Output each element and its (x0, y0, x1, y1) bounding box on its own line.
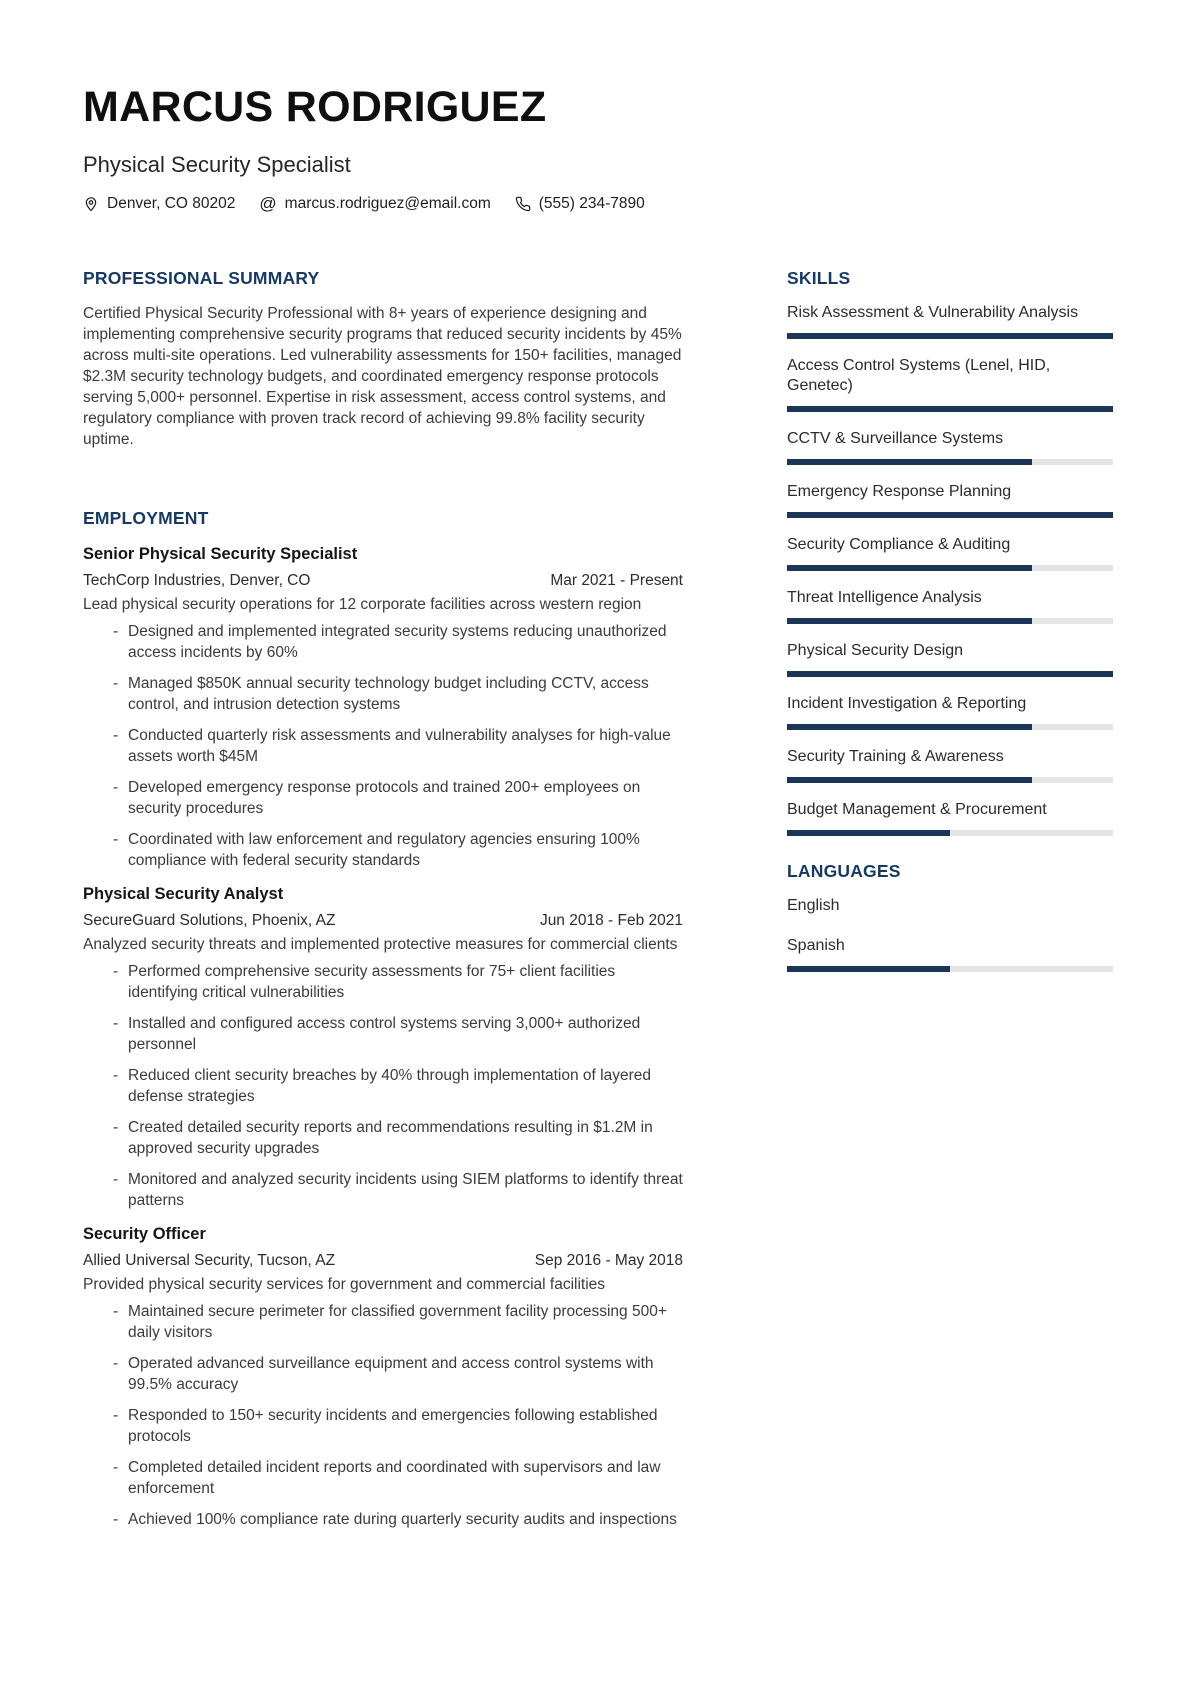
job-bullet (83, 829, 683, 871)
bullet-text: Operated advanced surveillance equipment and access control systems with 99.5% accuracy (128, 1355, 654, 1393)
job-bullet (83, 1013, 683, 1055)
job-summary: Provided physical security services for government and commercial facilities (83, 1276, 606, 1293)
main-column (83, 268, 683, 1540)
job-entry (83, 543, 683, 871)
languages-heading: LANGUAGES (787, 861, 901, 881)
job-bullet (83, 1301, 683, 1343)
job-dates: Mar 2021 - Present (550, 572, 683, 589)
summary-text: Certified Physical Security Professional with 8+ years of experience designing and implementing comprehensive security programs that reduced security incidents by 45% across multi-site operations. Led vulnerability assessments for 150+ facilities, managed $2.3M security technology budgets, and coordinated emergency response protocols serving 5,000+ personnel. Expertise in risk assessment, access control systems, and regulatory compliance with proven track record of achieving 99.8% facility security uptime. (83, 305, 682, 448)
job-bullet (83, 961, 683, 1003)
skill-item-bar (787, 406, 1113, 412)
skill-item (787, 303, 1113, 339)
languages-section (787, 861, 1113, 972)
skill-item-bar-fill (787, 459, 1032, 465)
summary-heading: PROFESSIONAL SUMMARY (83, 268, 320, 288)
job-bullets (83, 1301, 683, 1530)
column-gap (683, 268, 787, 1540)
skill-item-label: Threat Intelligence Analysis (787, 589, 982, 606)
skill-item-bar-fill (787, 777, 1032, 783)
skill-item-bar-fill (787, 724, 1032, 730)
job-company: SecureGuard Solutions, Phoenix, AZ (83, 912, 336, 929)
job-bullet (83, 1353, 683, 1395)
skill-item-bar-fill (787, 406, 1113, 412)
job-bullet (83, 777, 683, 819)
bullet-dash: - (113, 1459, 119, 1476)
skill-item (787, 535, 1113, 571)
skill-item (787, 588, 1113, 624)
bullet-text: Reduced client security breaches by 40% through implementation of layered defense strategies (128, 1067, 651, 1105)
job-meta-row (83, 910, 683, 931)
skill-item-bar (787, 512, 1113, 518)
job-entry (83, 883, 683, 1211)
bullet-text: Managed $850K annual security technology budget including CCTV, access control, and intrusion detection systems (128, 675, 649, 713)
bullet-dash: - (113, 779, 119, 796)
bullet-dash: - (113, 1355, 119, 1372)
job-bullet (83, 1117, 683, 1159)
skill-item-bar-fill (787, 671, 1113, 677)
skill-item (787, 747, 1113, 783)
employment-section (83, 508, 683, 1530)
bullet-text: Created detailed security reports and recommendations resulting in $1.2M in approved security upgrades (128, 1119, 653, 1157)
bullet-text: Monitored and analyzed security incidents using SIEM platforms to identify threat patterns (128, 1171, 683, 1209)
job-bullets (83, 621, 683, 871)
skill-item (787, 429, 1113, 465)
bullet-dash: - (113, 1067, 119, 1084)
skills-heading: SKILLS (787, 268, 851, 288)
job-company: Allied Universal Security, Tucson, AZ (83, 1252, 336, 1269)
job-entry (83, 1223, 683, 1530)
bullet-dash: - (113, 623, 119, 640)
language-list (787, 896, 1113, 972)
job-company: TechCorp Industries, Denver, CO (83, 572, 311, 589)
bullet-dash: - (113, 1303, 119, 1320)
skill-item-bar (787, 830, 1113, 836)
skill-item-bar-fill (787, 565, 1032, 571)
skill-item-bar (787, 777, 1113, 783)
contact-phone (515, 195, 645, 213)
bullet-text: Achieved 100% compliance rate during quarterly security audits and inspections (128, 1511, 677, 1528)
contact-email-text: marcus.rodriguez@email.com (284, 195, 491, 212)
job-bullet (83, 725, 683, 767)
contact-location-text: Denver, CO 80202 (107, 195, 236, 212)
bullet-text: Coordinated with law enforcement and regulatory agencies ensuring 100% compliance with federal security standards (128, 831, 640, 869)
skill-item (787, 800, 1113, 836)
bullet-dash: - (113, 963, 119, 980)
skill-item-bar-fill (787, 830, 950, 836)
skill-item-bar (787, 565, 1113, 571)
skill-item-bar (787, 618, 1113, 624)
skill-item-bar (787, 333, 1113, 339)
job-bullet (83, 673, 683, 715)
employment-heading: EMPLOYMENT (83, 508, 209, 528)
bullet-dash: - (113, 1171, 119, 1188)
bullet-text: Completed detailed incident reports and coordinated with supervisors and law enforcement (128, 1459, 661, 1497)
skill-list (787, 303, 1113, 836)
contact-phone-text: (555) 234-7890 (538, 195, 645, 212)
bullet-text: Maintained secure perimeter for classified government facility processing 500+ daily visitors (128, 1303, 667, 1341)
skill-item-label: Physical Security Design (787, 642, 964, 659)
bullet-text: Installed and configured access control systems serving 3,000+ authorized personnel (128, 1015, 641, 1053)
bullet-dash: - (113, 675, 119, 692)
job-dates: Jun 2018 - Feb 2021 (539, 912, 683, 929)
content-columns (83, 268, 1113, 1540)
skill-item-label: Security Training & Awareness (787, 748, 1004, 765)
skill-item (787, 356, 1113, 412)
bullet-dash: - (113, 831, 119, 848)
skill-item-label: Security Compliance & Auditing (787, 536, 1011, 553)
job-list (83, 543, 683, 1530)
bullet-text: Conducted quarterly risk assessments and vulnerability analyses for high-value assets worth $45M (128, 727, 671, 765)
bullet-dash: - (113, 1407, 119, 1424)
skills-section (787, 268, 1113, 836)
skill-item-label: Emergency Response Planning (787, 483, 1012, 500)
job-bullet (83, 1457, 683, 1499)
skill-item (787, 641, 1113, 677)
language-item (787, 936, 1113, 972)
bullet-text: Performed comprehensive security assessments for 75+ client facilities identifying critical vulnerabilities (128, 963, 616, 1001)
skill-item-label: Budget Management & Procurement (787, 801, 1047, 818)
skill-item-bar (787, 724, 1113, 730)
side-column (787, 268, 1113, 1540)
skill-item-label: Access Control Systems (Lenel, HID, Genetec) (787, 357, 1051, 394)
skill-item (787, 694, 1113, 730)
skill-item-label: Risk Assessment & Vulnerability Analysis (787, 304, 1079, 321)
skill-item-bar-fill (787, 333, 1113, 339)
job-bullet (83, 1509, 683, 1530)
language-item-bar (787, 966, 1113, 972)
skill-item-bar-fill (787, 512, 1113, 518)
contact-row (83, 195, 1113, 213)
summary-section (83, 268, 683, 450)
job-summary: Lead physical security operations for 12 corporate facilities across western region (83, 596, 642, 613)
skill-item-bar (787, 459, 1113, 465)
language-item-bar-fill (787, 966, 950, 972)
job-summary: Analyzed security threats and implemented protective measures for commercial clients (83, 936, 678, 953)
job-bullet (83, 1169, 683, 1211)
job-dates: Sep 2016 - May 2018 (534, 1252, 683, 1269)
phone-icon (515, 196, 531, 212)
person-name: MARCUS RODRIGUEZ (83, 83, 547, 131)
skill-item-bar-fill (787, 618, 1032, 624)
skill-item (787, 482, 1113, 518)
skill-item-label: Incident Investigation & Reporting (787, 695, 1027, 712)
language-item (787, 896, 1113, 916)
resume-header (83, 83, 1113, 213)
bullet-dash: - (113, 727, 119, 744)
skill-item-label: CCTV & Surveillance Systems (787, 430, 1004, 447)
job-title: Security Officer (83, 1225, 206, 1243)
job-title: Physical Security Analyst (83, 885, 284, 903)
contact-location (83, 195, 235, 213)
person-title: Physical Security Specialist (83, 152, 351, 177)
bullet-dash: - (113, 1015, 119, 1032)
bullet-text: Designed and implemented integrated security systems reducing unauthorized access incidents by 60% (128, 623, 667, 661)
at-sign-icon: @ (259, 194, 277, 213)
location-pin-icon (83, 196, 99, 213)
bullet-text: Responded to 150+ security incidents and emergencies following established protocols (128, 1407, 658, 1445)
job-bullets (83, 961, 683, 1211)
contact-email (259, 195, 490, 213)
job-bullet (83, 1065, 683, 1107)
job-title: Senior Physical Security Specialist (83, 545, 358, 563)
job-bullet (83, 621, 683, 663)
bullet-dash: - (113, 1119, 119, 1136)
job-bullet (83, 1405, 683, 1447)
bullet-text: Developed emergency response protocols and trained 200+ employees on security procedures (128, 779, 641, 817)
bullet-dash: - (113, 1511, 119, 1528)
job-meta-row (83, 1250, 683, 1271)
language-item-label: English (787, 897, 840, 914)
job-meta-row (83, 570, 683, 591)
skill-item-bar (787, 671, 1113, 677)
language-item-label: Spanish (787, 937, 845, 954)
